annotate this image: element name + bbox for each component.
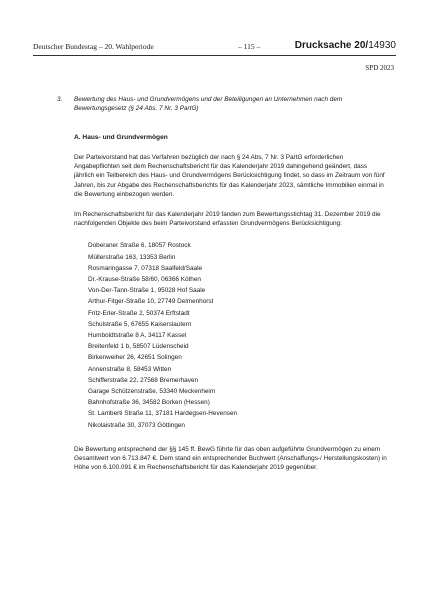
list-item: Schifferstraße 22, 27568 Bremerhaven: [88, 376, 199, 384]
list-item: Bahnhofstraße 36, 34582 Borken (Hessen): [88, 399, 210, 407]
page-content: [57, 95, 387, 472]
list-item: Dr.-Krause-Straße 58/60, 06366 Köthen: [88, 276, 201, 284]
list-item: Müllerstraße 163, 13353 Berlin: [88, 253, 176, 261]
document-number-value: 14930: [368, 40, 396, 51]
paragraph-procedure: Der Parteivorstand hat das Verfahren bezüglich der nach § 24 Abs. 7 Nr. 3 PartG erforderlichen Angabepflichten seit dem Rechenschaftsbericht für das Kalenderjahr 2019 dahingehend geändert, dass jährlich ein Teilbereich des Haus- und Grundvermögens Berücksichtigung findet, so dass im Zeitraum von fünf Jahren, bis zur Abgabe des Rechenschaftsberichts für das Kalenderjahr 2023, sämtliche Immobilien einmal in die Bewertung einbezogen werden.: [74, 154, 385, 198]
list-item: Rosmaringasse 7, 07318 Saalfeld/Saale: [88, 264, 203, 272]
party-tag: SPD 2023: [365, 64, 394, 72]
header-divider: [33, 55, 396, 56]
list-item: Arthur-Fitger-Straße 10, 27749 Delmenhorst: [88, 298, 214, 306]
property-list: [88, 240, 387, 430]
document-number: [295, 40, 396, 51]
section-number: 3.: [57, 96, 63, 103]
list-item: Nikolaistraße 30, 37073 Göttingen: [88, 421, 185, 429]
list-item: Breitenfeld 1 b, 58507 Lüdenscheid: [88, 343, 189, 351]
paragraph-intro-list: Im Rechenschaftsbericht für das Kalenderjahr 2019 fanden zum Bewertungsstichtag 31. Dezember 2019 die nachfolgenden Objekte des beim Parteivorstand erfassten Grundvermögens Berücksichtigung:: [74, 211, 381, 228]
list-item: Von-Der-Tann-Straße 1, 95028 Hof Saale: [88, 287, 206, 295]
paragraph-valuation-result: Die Bewertung entsprechend der §§ 145 ff. BewG führte für das oben aufgeführte Grundvermögen zu einem Gesamtwert von 6.713.847 €. Dem stand ein entsprechender Buchwert (Anschaffungs-/ Herstellungskosten) in Höhe von 6.100.091 € im Rechenschaftsbericht für das Kalenderjahr 2019 gegenüber.: [74, 445, 387, 472]
bundestag-period-label: Deutscher Bundestag – 20. Wahlperiode: [33, 42, 154, 51]
list-item: St. Lamberti Straße 11, 37181 Hardegsen-Hevensen: [88, 410, 238, 418]
list-item: Birkenweiher 26, 42651 Solingen: [88, 354, 182, 362]
section-title: Bewertung des Haus- und Grundvermögens und der Beteiligungen an Unternehmen nach dem Bewertungsgesetz (§ 24 Abs. 7 Nr. 3 PartG): [74, 96, 343, 112]
list-item: Doberaner Straße 6, 18057 Rostock: [88, 242, 191, 250]
page-number: – 115 –: [238, 42, 261, 51]
list-item: Annenstraße 8, 58453 Witten: [88, 365, 172, 373]
page-header: [33, 40, 396, 54]
document-prefix: Drucksache 20/: [294, 40, 369, 51]
section-heading: [57, 95, 387, 113]
list-item: Humboldtstraße 8 A, 34117 Kassel: [88, 332, 187, 340]
list-item: Schulstraße 5, 67655 Kaiserslautern: [88, 320, 192, 328]
list-item: Fritz-Erler-Straße 2, 50374 Erftstadt: [88, 309, 190, 317]
subsection-heading: A. Haus- und Grundvermögen: [74, 134, 168, 141]
list-item: Garage Schützenstraße, 53340 Meckenheim: [88, 388, 216, 396]
